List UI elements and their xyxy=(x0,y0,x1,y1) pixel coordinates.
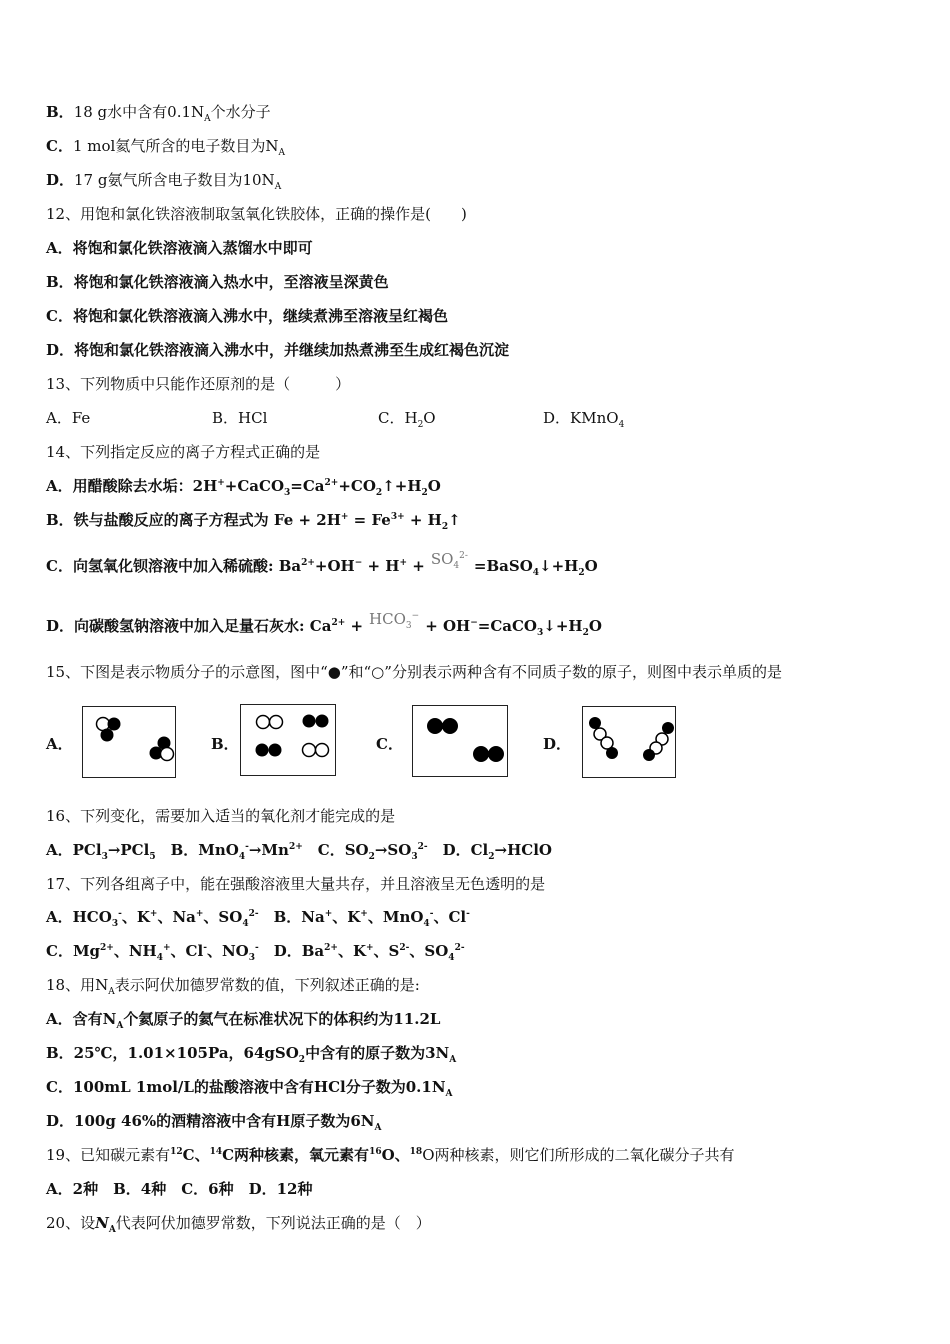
bicarbonate-ion-figure: $HCO_3^-$ xyxy=(369,610,420,631)
q11-option-c: C．1 mol氦气所含的电子数目为$N_A$ xyxy=(46,137,285,158)
sulfate-ion-figure: $SO_4^{2-}$ xyxy=(430,550,468,571)
q12-stem: 12、用饱和氯化铁溶液制取氢氧化铁胶体，正确的操作是( ) xyxy=(46,205,467,223)
q12-option-d: D．将饱和氯化铁溶液滴入沸水中，并继续加热煮沸至生成红褐色沉淀 xyxy=(46,341,510,359)
q15-label-a: A． xyxy=(46,735,73,753)
q15-figure-c xyxy=(412,705,508,777)
q12-option-b: B．将饱和氯化铁溶液滴入热水中，至溶液呈深黄色 xyxy=(46,273,389,291)
q12-option-a: A．将饱和氯化铁溶液滴入蒸馏水中即可 xyxy=(46,239,313,257)
q13-option-b: B．HCl xyxy=(212,409,268,427)
q15-stem: 15、下图是表示物质分子的示意图，图中“●”和“○”分别表示两种含有不同质子数的原子，则图中表示单质的是 xyxy=(46,663,782,681)
q20-stem: 20、设$N_A$代表阿伏加德罗常数，下列说法正确的是（ ） xyxy=(46,1214,431,1235)
q15-label-c: C． xyxy=(376,735,403,753)
molecule-diagram-c xyxy=(413,706,507,776)
q14-option-c: C．向氢氧化钡溶液中加入稀硫酸: $Ba^{2+}+OH^- + H^+$ + $SO_4^{2-}=BaSO_4↓+H_2O$ xyxy=(46,550,598,578)
q17-options-cd: C．$Mg^{2+}$、$NH_4^+$、Cl-、$NO_3^-$ D．$Ba^{2+}$、K+、$S^{2-}$、$SO_4^{2-}$ xyxy=(46,942,465,963)
q11-option-d: D．17 g氨气所含电子数目为$10N_A$ xyxy=(46,171,282,192)
q18-option-c: C．100mL 1mol/L的盐酸溶液中含有HCl分子数为$0.1N_A$ xyxy=(46,1078,453,1099)
q13-option-c: C．$H_2O$ xyxy=(378,409,436,430)
q17-options-ab: A．$HCO_3^-$、K+、Na+、$SO_4^{2-}$ B．Na+、K+、MnO$_4$-、Cl- xyxy=(46,908,470,929)
q16-stem: 16、下列变化，需要加入适当的氧化剂才能完成的是 xyxy=(46,807,396,825)
q15-figure-a xyxy=(82,706,176,778)
q12-option-c: C．将饱和氯化铁溶液滴入沸水中，继续煮沸至溶液呈红褐色 xyxy=(46,307,448,325)
q14-option-a: A．用醋酸除去水垢：$2H^++CaCO_3=Ca^{2+}+CO_2↑+H_2O$ xyxy=(46,477,441,498)
q18-option-b: B．25℃，1.01×105Pa，64gSO$_2$中含有的原子数为$3N_A$ xyxy=(46,1044,457,1065)
q15-figure-b xyxy=(240,704,336,776)
q13-option-d: D．KMnO$_4$ xyxy=(543,409,625,430)
q14-option-d: D．向碳酸氢钠溶液中加入足量石灰水: $Ca^{2+} + HCO_3^-+$ $OH^-=CaCO_3↓+H_2O$ xyxy=(46,610,602,638)
q15-label-b: B． xyxy=(211,735,239,753)
molecule-diagram-b xyxy=(241,705,335,775)
q14-stem: 14、下列指定反应的离子方程式正确的是 xyxy=(46,443,321,461)
q17-stem: 17、下列各组离子中，能在强酸溶液里大量共存，并且溶液呈无色透明的是 xyxy=(46,875,546,893)
q16-options: A．PCl$_3$→PCl$_5$ B．$MnO_4^-\to Mn^{2+}$ C．$SO_2\to SO_3^{2-}$ D．$Cl_2\to HClO$ xyxy=(46,841,552,862)
q15-figures xyxy=(46,703,906,783)
q19-options: A．2种 B．4种 C．6种 D．12种 xyxy=(46,1180,313,1198)
q19-stem: 19、已知碳元素有$^{12}$C、$^{14}$C两种核素，氧元素有$^{16}$O、$^{18}$O两种核素，则它们所形成的二氧化碳分子共有 xyxy=(46,1146,735,1164)
q13-stem: 13、下列物质中只能作还原剂的是（ ） xyxy=(46,375,351,393)
molecule-diagram-a xyxy=(83,707,175,777)
q18-stem: 18、用$N_A$表示阿伏加德罗常数的值，下列叙述正确的是: xyxy=(46,976,420,997)
molecule-diagram-d xyxy=(583,707,675,777)
q13-option-a: A．Fe xyxy=(46,409,91,427)
q14-option-b: B．铁与盐酸反应的离子方程式为 $Fe + 2H^+ = Fe^{3+}$ + $H_2↑$ xyxy=(46,511,461,532)
q15-label-d: D． xyxy=(543,735,572,753)
q11-option-b: B．18 g水中含有$0.1N_A$个水分子 xyxy=(46,103,271,124)
q18-option-d: D．100g 46%的酒精溶液中含有H原子数为$6N_A$ xyxy=(46,1112,382,1133)
q15-figure-d xyxy=(582,706,676,778)
q18-option-a: A．含有$N_A$个氦原子的氦气在标准状况下的体积约为11.2L xyxy=(46,1010,441,1031)
